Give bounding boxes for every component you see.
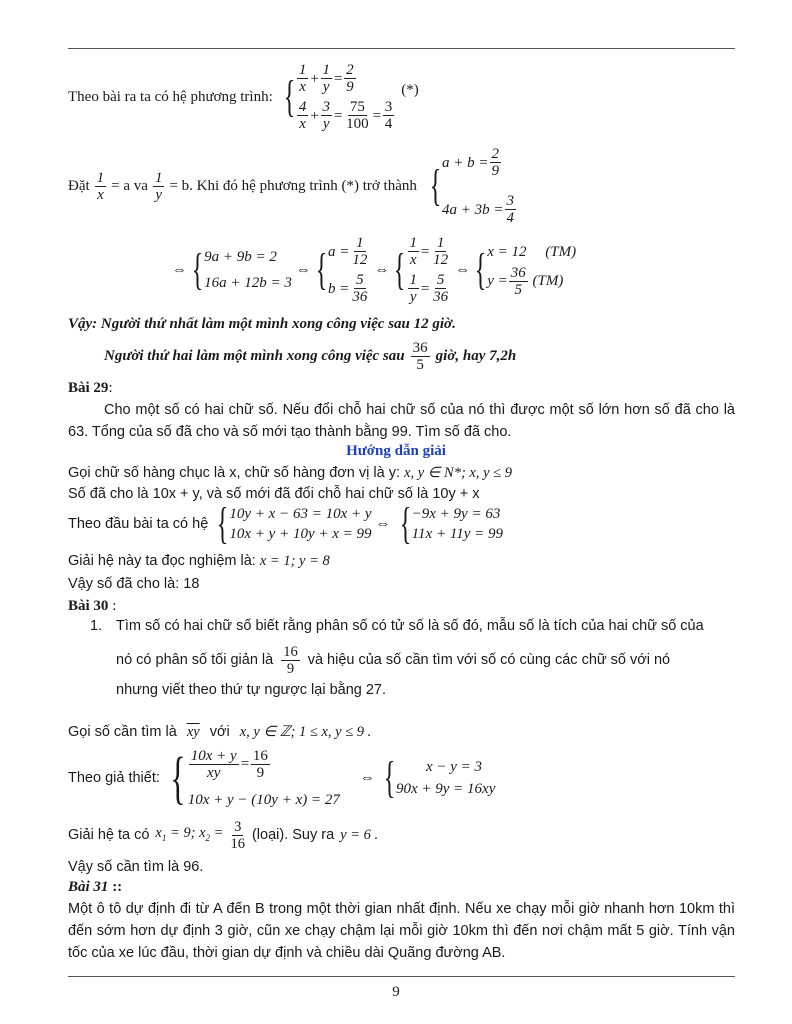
bai29-step1: Gọi chữ số hàng chục là x, chữ số hàng đơn vị là y: x, y ∈ N*; x, y ≤ 9 [68,465,512,481]
substitution-text-1: Đặt [68,178,90,194]
bai30-g2: Theo giả thiết: { 10x + y xy = 16 9 10x + y − (10y + x) = 27 ⇔ { x − y = 3 90x + 9y = 16xy [68,745,496,810]
bai30-title: Bài 30 : [68,598,117,614]
bai30-answer: Vậy số cần tìm là 96. [68,859,204,875]
substitution-text-2: = a va [111,178,148,194]
equation-system: { 1 x + 1 y = 2 9 4 x + 3 y = 75 100 = 3 4 [283,62,393,132]
bai31-problem: Một ô tô dự định đi từ A đến B trong một thời gian nhất định. Nếu xe chạy mỗi giờ nhanh hơn 10km thì đến sớm hơn dự định 3 giờ, cũn xe chạy chậm lại mỗi giờ 10km thì đến nơi chậm mất 5 giờ. Tính vận tốc của xe lúc đầu, thời gian dự định và chiều dài Quãng đường AB. [68,901,735,961]
bai30-number: 1. [90,618,103,634]
substitution-line: Đặt $\frac{1}{x}$ = a va $\frac{1}{y}$ = b. Khi đó hệ phương trình (*) trở thành { a + b = 2 9 4a + 3b = 3 4 [68,146,517,226]
bai31-title: Bài 31 :: [68,879,123,895]
section-heading: Hướng dẫn giải [346,443,446,459]
bai30-g1: Gọi số cần tìm là $\overline{xy}$ với x, y ∈ ℤ; 1 ≤ x, y ≤ 9 . [68,724,372,740]
bottom-rule [68,976,735,977]
bai30-p2: nó có phân số tối giản là 16 9 và hiệu của số cần tìm với số có cùng các chữ số với nó [116,643,671,677]
star-label: (*) [401,82,419,98]
top-rule [68,48,735,49]
bai30-p3: nhưng viết theo thứ tự ngược lại bằng 27. [116,682,387,698]
bai29-problem: Cho một số có hai chữ số. Nếu đổi chỗ hai chữ số của nó thì được một số lớn hơn số đã cho là 63. Tổng của số đã cho và số mới tạo thành bằng 99. Tìm số đã cho. [68,402,735,440]
system-star-line [68,52,419,142]
equation-system-ab: { a + b = 2 9 4a + 3b = 3 4 [429,146,514,226]
bai30-p1: Tìm số có hai chữ số biết rằng phân số có tử số là số đó, mẫu số là tích của hai chữ số của [116,618,704,634]
conclusion-1: Vậy: Người thứ nhất làm một mình xong công việc sau 12 giờ. [68,316,456,332]
bai29-step4: Giải hệ này ta đọc nghiệm là: x = 1; y = 8 [68,553,330,569]
equivalence-chain: ⇔ { 9a + 9b = 2 16a + 12b = 3 ⇔ { a = 1 12 b = 5 36 ⇔ { 1 x = 1 12 1 y = 5 36 ⇔ { x = 12 (TM) y = 36 5 (TM) [172,235,577,305]
system-intro: Theo bài ra ta có hệ phương trình: [68,89,273,105]
page-number: 9 [392,984,400,1000]
bai29-step2: Số đã cho là 10x + y, và số mới đã đổi chỗ hai chữ số là 10y + x [68,486,480,502]
bai29-answer: Vậy số đã cho là: 18 [68,576,200,592]
bai30-g3: Giải hệ ta có $x_1 = 9$; $x_2$ = $\frac{3}{16}$ (loại). Suy ra y = 6 . [68,818,379,852]
conclusion-2: Người thứ hai làm một mình xong công việc sau 36 5 giờ, hay 7,2h [104,339,517,373]
bai29-step3: Theo đầu bài ta có hệ { 10y + x − 63 = 10x + y 10x + y + 10y + x = 99 ⇔ { −9x + 9y = 63 11x + 11y = 99 [68,499,503,548]
substitution-text-3: = b. Khi đó hệ phương trình (*) trở thành [169,178,417,194]
bai29-title: Bài 29: [68,380,113,396]
